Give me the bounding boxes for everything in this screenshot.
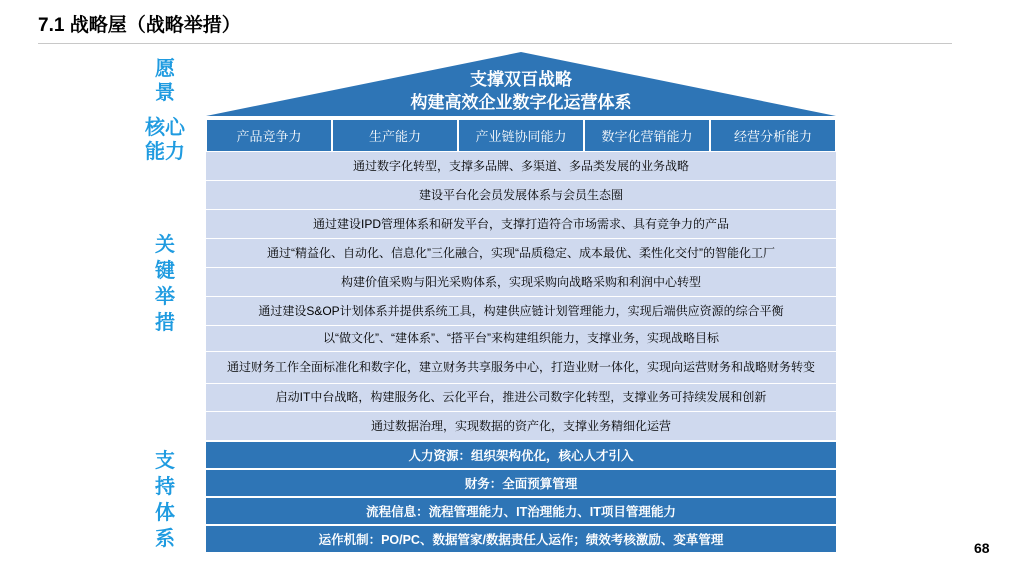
measure-item: 以“做文化”、“建体系”、“搭平台”来构建组织能力，支撑业务，实现战略目标 — [206, 326, 836, 352]
page-title: 7.1 战略屋（战略举措） — [38, 15, 241, 36]
support-bar-operation: 运作机制：PO/PC、数据管家/数据责任人运作；绩效考核激励、变革管理 — [206, 526, 836, 552]
measure-item: 通过建设IPD管理体系和研发平台，支撑打造符合市场需求、具有竞争力的产品 — [206, 210, 836, 239]
title-divider — [38, 43, 952, 44]
measure-item: 建设平台化会员发展体系与会员生态圈 — [206, 181, 836, 210]
measure-item: 通过数据治理，实现数据的资产化，支撑业务精细化运营 — [370, 418, 671, 433]
support-bar-finance: 财务：全面预算管理 — [206, 470, 836, 496]
measure-item: 通过财务工作全面标准化和数字化，建立财务共享服务中心，打造业财一体化，实现向运营财务和战略财务转变 — [206, 352, 836, 384]
side-label-vision: 愿 景 — [155, 58, 175, 104]
measure-item: 启动IT中台战略，构建服务化、云化平台，推进公司数字化转型，支撑业务可持续发展和创新 — [206, 384, 836, 412]
side-label-key-measures: 关 键 举 措 — [155, 234, 175, 334]
page-number: 68 — [974, 540, 990, 556]
capability-industry-chain: 产业链协同能力 — [458, 119, 584, 152]
support-bar-hr: 人力资源：组织架构优化，核心人才引入 — [206, 442, 836, 468]
roof-line-2: 构建高效企业数字化运营体系 — [410, 93, 632, 112]
capability-business-analysis: 经营分析能力 — [710, 119, 836, 152]
measure-item: 通过“精益化、自动化、信息化”三化融合，实现“品质稳定、成本最优、柔性化交付”的智能化工厂 — [206, 239, 836, 268]
side-label-core-capability: 核心 能力 — [145, 117, 185, 163]
measure-item: 构建价值采购与阳光采购体系，实现采购向战略采购和利润中心转型 — [206, 268, 836, 297]
roof-line-1: 支撑双百战略 — [470, 70, 572, 89]
core-capabilities-row — [206, 119, 836, 152]
capability-production: 生产能力 — [332, 119, 458, 152]
measure-item: 通过建设S&OP计划体系并提供系统工具，构建供应链计划管理能力，实现后端供应资源的综合平衡 — [206, 297, 836, 326]
measure-item: 通过数字化转型，支撑多品牌、多渠道、多品类发展的业务战略 — [206, 152, 836, 181]
capability-product: 产品竞争力 — [206, 119, 332, 152]
side-label-support-system: 支 持 体 系 — [155, 450, 175, 550]
support-bar-process-it: 流程信息：流程管理能力、IT治理能力、IT项目管理能力 — [206, 498, 836, 524]
capability-digital-marketing: 数字化营销能力 — [584, 119, 710, 152]
